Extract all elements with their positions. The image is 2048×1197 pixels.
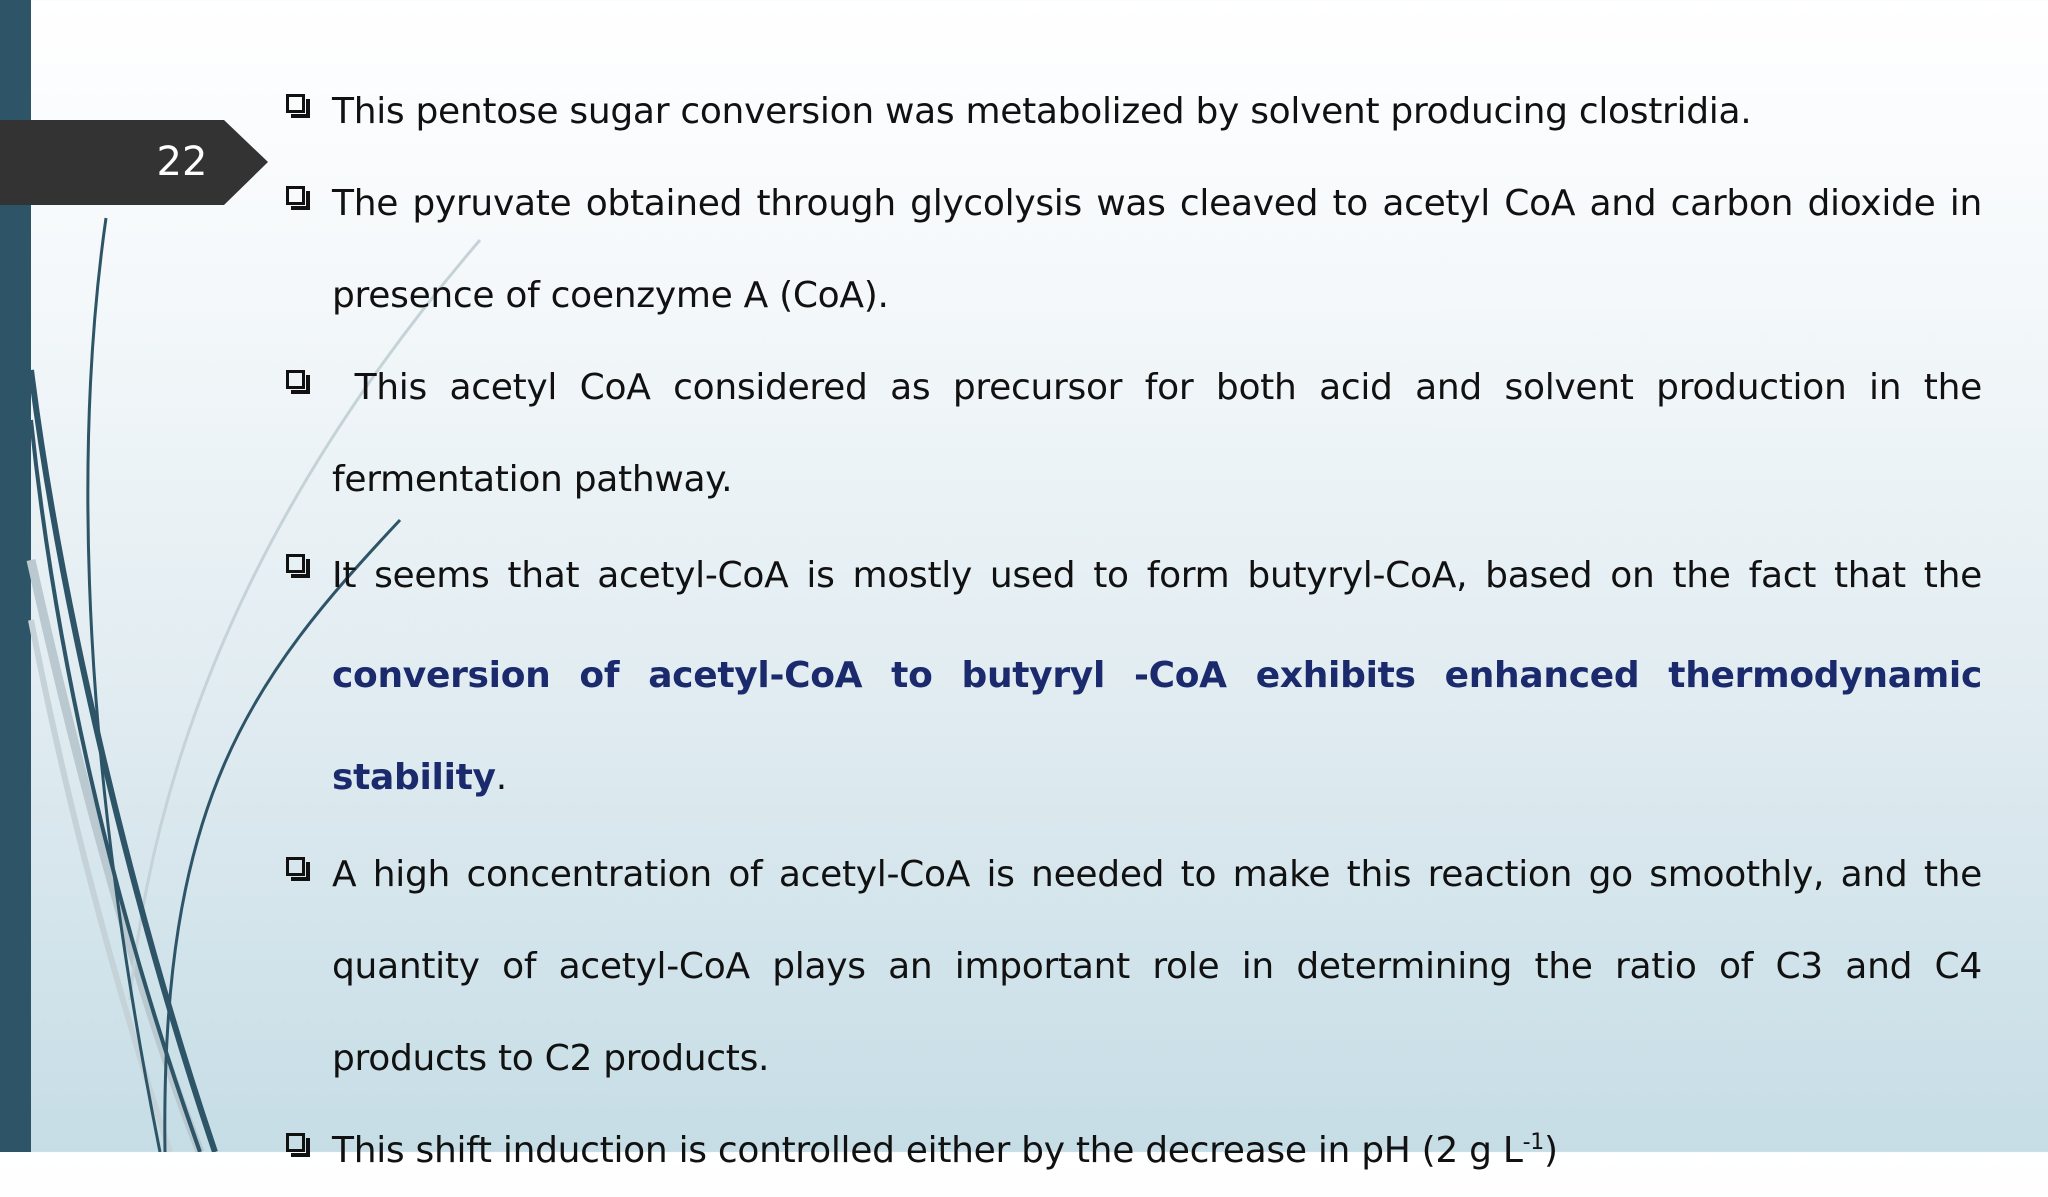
superscript: -1	[1522, 1130, 1544, 1155]
bullet-item	[286, 66, 1982, 158]
checkbox-bullet-icon	[286, 554, 310, 578]
checkbox-bullet-icon	[286, 370, 310, 394]
bullet-item	[286, 158, 1982, 342]
bullet-tail: )	[1543, 1130, 1558, 1171]
checkbox-bullet-icon	[286, 857, 310, 881]
bullet-item	[286, 829, 1982, 1105]
bullet-item	[286, 1105, 1982, 1197]
bullet-item	[286, 342, 1994, 526]
bullet-text: This acetyl CoA considered as precursor for both acid and solvent production in the fermentation pathway.	[332, 367, 1994, 500]
bullet-text: This shift induction is controlled either by the decrease in pH (2 g L	[332, 1130, 1523, 1171]
checkbox-bullet-icon	[286, 1133, 310, 1157]
emphasis-text: conversion of acetyl-CoA to butyryl -CoA exhibits enhanced thermodynamic stability	[332, 655, 1982, 798]
bullet-text: It seems that acetyl-CoA is mostly used to form butyryl-CoA, based on the fact that the	[332, 555, 1982, 596]
bullet-text: This pentose sugar conversion was metabolized by solvent producing clostridia.	[332, 91, 1752, 132]
bullet-tail: .	[495, 757, 507, 798]
checkbox-bullet-icon	[286, 94, 310, 118]
bullet-text: A high concentration of acetyl-CoA is needed to make this reaction go smoothly, and the quantity of acetyl-CoA plays an important role in determining the ratio of C3 and C4 products to C2 products.	[332, 854, 1982, 1079]
bullet-list	[286, 66, 1994, 1197]
bullet-text: The pyruvate obtained through glycolysis was cleaved to acetyl CoA and carbon dioxide in presence of coenzyme A (CoA).	[332, 183, 1982, 316]
bullet-item	[286, 526, 1982, 829]
slide-number: 22	[156, 139, 208, 185]
checkbox-bullet-icon	[286, 186, 310, 210]
